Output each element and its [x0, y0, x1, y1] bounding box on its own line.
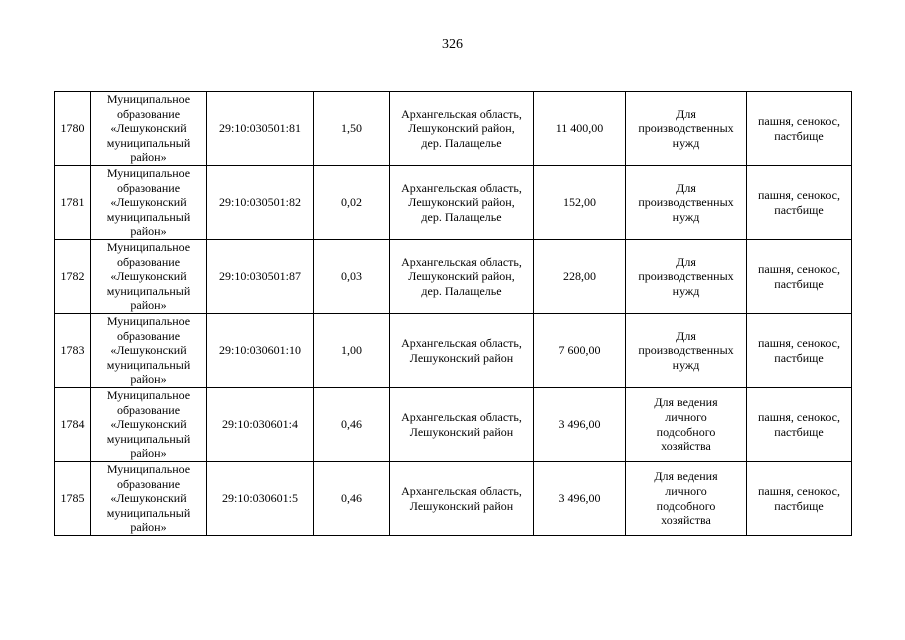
permitted-use-line: личного	[665, 483, 707, 498]
address-cell	[390, 314, 534, 388]
land-type-line: пашня, сенокос,	[758, 187, 840, 202]
owner-line: Муниципальное	[106, 388, 191, 403]
permitted-use-cell	[626, 92, 747, 166]
owner-line: район»	[130, 224, 167, 239]
permitted-use-line: подсобного	[656, 498, 716, 513]
permitted-use-cell	[626, 240, 747, 314]
address-cell	[390, 388, 534, 462]
owner-line: образование	[116, 106, 181, 121]
price-cell: 11 400,00	[534, 92, 626, 166]
area-cell: 0,46	[314, 388, 390, 462]
table-row	[55, 388, 852, 462]
land-type-line: пастбище	[774, 128, 824, 143]
owner-cell	[91, 166, 207, 240]
permitted-use-line: личного	[665, 409, 707, 424]
land-type-cell	[747, 314, 852, 388]
address-cell	[390, 462, 534, 536]
address-line: Лешуконский район,	[408, 121, 515, 136]
land-type-line: пастбище	[774, 350, 824, 365]
owner-line: Муниципальное	[106, 314, 191, 329]
owner-line: Муниципальное	[106, 166, 191, 181]
permitted-use-cell	[626, 314, 747, 388]
row-number-cell: 1785	[55, 462, 91, 536]
owner-line: муниципальный	[106, 505, 191, 520]
permitted-use-line: Для	[676, 328, 696, 343]
table-row	[55, 462, 852, 536]
owner-line: район»	[130, 298, 167, 313]
row-number-cell: 1784	[55, 388, 91, 462]
table-row	[55, 166, 852, 240]
owner-line: «Лешуконский	[110, 195, 187, 210]
permitted-use-line: Для	[676, 254, 696, 269]
address-line: Архангельская область,	[401, 409, 522, 424]
address-line: дер. Палащелье	[421, 135, 502, 150]
address-cell	[390, 92, 534, 166]
permitted-use-line: нужд	[672, 357, 700, 372]
land-type-cell	[747, 92, 852, 166]
owner-cell	[91, 314, 207, 388]
permitted-use-line: производственных	[638, 121, 734, 136]
address-line: Лешуконский район	[409, 350, 514, 365]
permitted-use-line: нужд	[672, 283, 700, 298]
owner-cell	[91, 92, 207, 166]
land-type-cell	[747, 462, 852, 536]
owner-line: муниципальный	[106, 283, 191, 298]
cadastral-number-cell: 29:10:030501:87	[207, 240, 314, 314]
owner-line: район»	[130, 150, 167, 165]
row-number-cell: 1783	[55, 314, 91, 388]
address-line: дер. Палащелье	[421, 209, 502, 224]
price-cell: 7 600,00	[534, 314, 626, 388]
owner-line: Муниципальное	[106, 240, 191, 255]
owner-line: район»	[130, 372, 167, 387]
price-cell: 152,00	[534, 166, 626, 240]
owner-line: муниципальный	[106, 135, 191, 150]
area-cell: 1,00	[314, 314, 390, 388]
permitted-use-cell	[626, 388, 747, 462]
land-type-cell	[747, 240, 852, 314]
land-type-cell	[747, 166, 852, 240]
page-number: 326	[442, 37, 463, 52]
owner-line: муниципальный	[106, 209, 191, 224]
table-row	[55, 314, 852, 388]
address-line: Лешуконский район,	[408, 269, 515, 284]
land-type-cell	[747, 388, 852, 462]
permitted-use-line: хозяйства	[661, 513, 711, 528]
row-number-cell: 1780	[55, 92, 91, 166]
owner-line: муниципальный	[106, 431, 191, 446]
address-line: Лешуконский район,	[408, 195, 515, 210]
permitted-use-line: нужд	[672, 135, 700, 150]
owner-line: «Лешуконский	[110, 417, 187, 432]
owner-line: Муниципальное	[106, 462, 191, 477]
permitted-use-cell	[626, 166, 747, 240]
address-line: Архангельская область,	[401, 335, 522, 350]
owner-line: образование	[116, 476, 181, 491]
row-number-cell: 1782	[55, 240, 91, 314]
permitted-use-line: производственных	[638, 269, 734, 284]
area-cell: 1,50	[314, 92, 390, 166]
owner-cell	[91, 462, 207, 536]
land-type-line: пастбище	[774, 202, 824, 217]
permitted-use-line: подсобного	[656, 424, 716, 439]
address-line: Архангельская область,	[401, 180, 522, 195]
permitted-use-line: производственных	[638, 343, 734, 358]
permitted-use-line: Для ведения	[654, 469, 718, 484]
owner-line: «Лешуконский	[110, 269, 187, 284]
permitted-use-line: Для	[676, 106, 696, 121]
table-row	[55, 240, 852, 314]
owner-cell	[91, 240, 207, 314]
table-row	[55, 92, 852, 166]
area-cell: 0,46	[314, 462, 390, 536]
owner-line: образование	[116, 180, 181, 195]
land-type-line: пастбище	[774, 498, 824, 513]
owner-cell	[91, 388, 207, 462]
row-number-cell: 1781	[55, 166, 91, 240]
land-type-line: пашня, сенокос,	[758, 409, 840, 424]
cadastral-number-cell: 29:10:030601:4	[207, 388, 314, 462]
address-line: Лешуконский район	[409, 424, 514, 439]
permitted-use-line: хозяйства	[661, 439, 711, 454]
cadastral-number-cell: 29:10:030601:5	[207, 462, 314, 536]
owner-line: образование	[116, 254, 181, 269]
owner-line: муниципальный	[106, 357, 191, 372]
owner-line: «Лешуконский	[110, 343, 187, 358]
owner-line: Муниципальное	[106, 92, 191, 107]
permitted-use-line: производственных	[638, 195, 734, 210]
permitted-use-line: нужд	[672, 209, 700, 224]
area-cell: 0,02	[314, 166, 390, 240]
owner-line: район»	[130, 520, 167, 535]
land-type-line: пастбище	[774, 276, 824, 291]
land-type-line: пашня, сенокос,	[758, 261, 840, 276]
price-cell: 3 496,00	[534, 388, 626, 462]
land-registry-table	[54, 91, 852, 536]
land-type-line: пастбище	[774, 424, 824, 439]
address-line: дер. Палащелье	[421, 283, 502, 298]
address-cell	[390, 240, 534, 314]
address-line: Архангельская область,	[401, 106, 522, 121]
owner-line: «Лешуконский	[110, 121, 187, 136]
owner-line: «Лешуконский	[110, 491, 187, 506]
address-line: Архангельская область,	[401, 254, 522, 269]
address-line: Лешуконский район	[409, 498, 514, 513]
cadastral-number-cell: 29:10:030501:81	[207, 92, 314, 166]
cadastral-number-cell: 29:10:030601:10	[207, 314, 314, 388]
land-type-line: пашня, сенокос,	[758, 113, 840, 128]
permitted-use-line: Для	[676, 180, 696, 195]
address-cell	[390, 166, 534, 240]
owner-line: район»	[130, 446, 167, 461]
address-line: Архангельская область,	[401, 483, 522, 498]
price-cell: 228,00	[534, 240, 626, 314]
land-type-line: пашня, сенокос,	[758, 483, 840, 498]
area-cell: 0,03	[314, 240, 390, 314]
permitted-use-cell	[626, 462, 747, 536]
permitted-use-line: Для ведения	[654, 395, 718, 410]
land-type-line: пашня, сенокос,	[758, 335, 840, 350]
cadastral-number-cell: 29:10:030501:82	[207, 166, 314, 240]
price-cell: 3 496,00	[534, 462, 626, 536]
owner-line: образование	[116, 402, 181, 417]
owner-line: образование	[116, 328, 181, 343]
